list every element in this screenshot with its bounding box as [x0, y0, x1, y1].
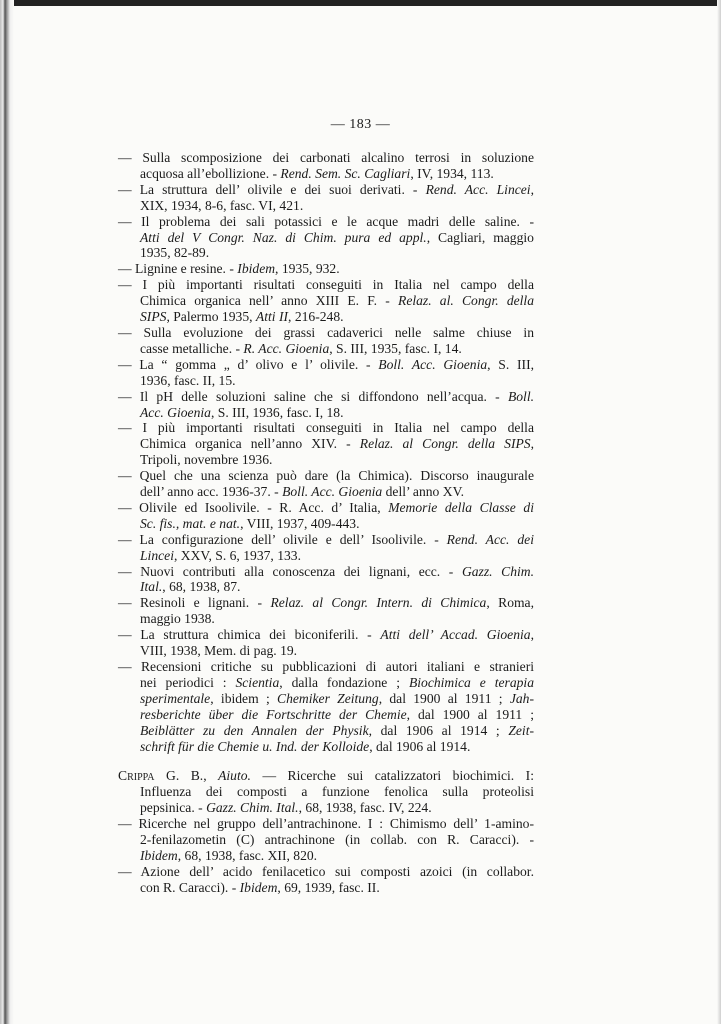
entry-text: — La struttura chimica dei biconiferili. - — [118, 627, 381, 643]
bibliography-entry — [118, 500, 534, 532]
entry-text: , Roma, — [486, 595, 534, 611]
citation-italic-text: sperimentale — [140, 690, 211, 706]
entry-text: acquosa all’ebollizione. - — [140, 165, 281, 181]
entry-text: nei periodici : — [140, 674, 236, 690]
entry-text: Influenza dei composti a funzione fenolica sulla proteolisi — [140, 784, 534, 800]
entry-line — [118, 182, 534, 198]
citation-italic-text: Gazz. Chim. Ital. — [206, 800, 299, 816]
bibliography-list — [118, 150, 534, 896]
page-number: — 183 — — [330, 117, 391, 132]
entry-line — [118, 468, 534, 484]
entry-text: , 216-248. — [288, 309, 344, 325]
bibliography-entry — [118, 659, 534, 754]
bibliography-entry — [118, 816, 534, 864]
citation-italic-text: Aiuto. — [218, 768, 251, 784]
bibliography-entry — [118, 389, 534, 421]
bibliography-entry — [118, 420, 534, 468]
entry-text: 1935, 82-89. — [140, 245, 210, 261]
citation-italic-text: Rend. Sem. Sc. Cagliari — [280, 165, 411, 181]
entry-line — [118, 800, 534, 816]
citation-italic-text: Chemiker Zeitung — [277, 690, 379, 706]
entry-line — [118, 405, 534, 421]
entry-text: 1936, fasc. II, 15. — [140, 372, 236, 388]
entry-text: — I più importanti risultati conseguiti in Italia nel campo della — [118, 277, 534, 293]
entry-text: — Il pH delle soluzioni saline che si diffondono nell’acqua. - — [118, 388, 508, 404]
entry-text: Chimica organica nell’anno XIV. - — [140, 436, 360, 452]
citation-italic-text: Memorie della Classe di — [388, 499, 534, 515]
entry-text: XIX, 1934, 8-6, fasc. VI, 421. — [140, 197, 304, 213]
entry-line — [118, 848, 534, 864]
citation-italic-text: Acc. Gioenia — [140, 404, 211, 420]
entry-line — [118, 627, 534, 643]
entry-line — [118, 768, 534, 784]
entry-line — [118, 864, 534, 880]
scan-binding-edge — [0, 0, 14, 1024]
entry-text: , S. III, 1935, fasc. I, 14. — [329, 340, 462, 356]
entry-line — [118, 784, 534, 800]
citation-italic-text: Gazz. Chim. — [461, 563, 534, 579]
entry-text: — Nuovi contributi alla conoscenza dei lignani, ecc. - — [118, 563, 462, 579]
entry-text: casse metalliche. - — [140, 340, 244, 356]
entry-text: , 68, 1938, fasc. XII, 820. — [177, 847, 318, 863]
citation-italic-text: Relaz. al Congr. della SIPS — [359, 436, 531, 452]
citation-italic-text: Rend. Acc. Lincei — [425, 181, 531, 197]
bibliography-entry — [118, 325, 534, 357]
entry-text: pepsinica. - — [140, 800, 207, 816]
entry-line — [118, 245, 534, 261]
scan-right-edge — [717, 0, 721, 1024]
bibliography-entry — [118, 277, 534, 325]
entry-line — [118, 484, 534, 500]
entry-line — [118, 880, 534, 896]
entry-text: , dal 1906 al 1914. — [369, 738, 471, 754]
entry-line — [118, 564, 534, 580]
citation-italic-text: Biochimica e terapia — [408, 674, 534, 690]
entry-line — [118, 373, 534, 389]
bibliography-entry — [118, 214, 534, 262]
entry-line — [118, 516, 534, 532]
entry-text: , dalla fondazione ; — [279, 674, 409, 690]
entry-line — [118, 659, 534, 675]
entry-text: , dal 1906 al 1914 ; — [368, 722, 509, 738]
entry-text: — Sulla scomposizione dei carbonati alcalino terrosi in soluzione — [118, 150, 534, 165]
entry-text: — Azione dell’ acido fenilacetico sui composti azoici (in collabor. — [118, 863, 534, 879]
entry-text: — La configurazione dell’ olivile e dell’ Isoolivile. - — [118, 531, 447, 547]
entry-line — [118, 150, 534, 166]
entry-text: — Sulla evoluzione dei grassi cadaverici nelle salme chiuse in — [118, 324, 534, 340]
entry-line — [118, 643, 534, 659]
entry-line — [118, 532, 534, 548]
entry-text: 2-fenilazometin (C) antrachinone (in collab. con R. Caracci). - — [140, 832, 534, 848]
bibliography-entry — [118, 768, 534, 816]
entry-line — [118, 739, 534, 755]
bibliography-entry — [118, 564, 534, 596]
citation-italic-text: Ibidem — [140, 847, 178, 863]
entry-text: maggio 1938. — [140, 611, 215, 627]
entry-text: , S. III, — [487, 356, 534, 372]
entry-text: , IV, 1934, 113. — [410, 165, 494, 181]
entry-text: con R. Caracci). - — [140, 879, 240, 895]
entry-text: , dal 1900 al 1911 ; — [406, 706, 534, 722]
entry-line — [118, 389, 534, 405]
entry-text: — Il problema dei sali potassici e le acque madri delle saline. - — [118, 213, 534, 229]
citation-italic-text: R. Acc. Gioenia — [243, 340, 330, 356]
entry-text: Tripoli, novembre 1936. — [140, 452, 273, 468]
citation-italic-text: Boll. Acc. Gioenia — [282, 484, 383, 500]
entry-text: , — [530, 436, 534, 452]
entry-text: — Ricerche nel gruppo dell’antrachinone. I : Chimismo dell’ 1-amino- — [118, 816, 534, 832]
bibliography-entry — [118, 182, 534, 214]
entry-line — [118, 309, 534, 325]
citation-italic-text: Rend. Acc. dei — [446, 531, 534, 547]
citation-italic-text: Scientia — [235, 674, 280, 690]
entry-text: Chimica organica nell’ anno XIII E. F. - — [140, 293, 399, 309]
bibliography-entry — [118, 532, 534, 564]
entry-line — [118, 436, 534, 452]
citation-italic-text: Relaz. al. Congr. della — [398, 293, 534, 309]
entry-line — [118, 675, 534, 691]
citation-italic-text: Jah- — [509, 690, 534, 706]
entry-line — [118, 198, 534, 214]
entry-text: , 69, 1939, fasc. II. — [277, 879, 380, 895]
entry-line — [118, 691, 534, 707]
entry-text: — Quel che una scienza può dare (la Chimica). Discorso inaugurale — [118, 468, 534, 484]
entry-text: , — [530, 627, 534, 643]
entry-line — [118, 166, 534, 182]
entry-text: G. B., — [154, 768, 219, 784]
entry-line — [118, 707, 534, 723]
entry-text: — Olivile ed Isoolivile. - R. Acc. d’ Italia, — [118, 499, 389, 515]
entry-text: dell’ anno XV. — [382, 484, 465, 500]
citation-italic-text: Ibidem — [237, 261, 276, 277]
entry-line — [118, 500, 534, 516]
author-name: Crippa — [118, 768, 155, 784]
entry-text: VIII, 1938, Mem. di pag. 19. — [140, 643, 298, 659]
entry-text: — Resinoli e lignani. - — [118, 595, 271, 611]
bibliography-entry — [118, 261, 534, 277]
entry-line — [118, 816, 534, 832]
entry-text: , 68, 1938, 87. — [162, 579, 241, 595]
bibliography-entry — [118, 627, 534, 659]
entry-text: , 1935, 932. — [275, 261, 340, 277]
citation-italic-text: Ital. — [140, 579, 163, 595]
citation-italic-text: Beiblätter zu den Annalen der Physik — [140, 722, 369, 738]
citation-italic-text: Relaz. al Congr. Intern. di Chimica — [270, 595, 487, 611]
entry-line — [118, 832, 534, 848]
citation-italic-text: Ibidem — [239, 879, 278, 895]
entry-line — [118, 611, 534, 627]
entry-text: , ibidem ; — [210, 690, 278, 706]
citation-italic-text: SIPS — [140, 309, 167, 325]
bibliography-entry — [118, 357, 534, 389]
citation-italic-text: Boll. — [507, 388, 534, 404]
entry-text: , S. III, 1936, fasc. I, 18. — [210, 404, 344, 420]
entry-line — [118, 357, 534, 373]
entry-line — [118, 230, 534, 246]
entry-line — [118, 548, 534, 564]
entry-text: — I più importanti risultati conseguiti in Italia nel campo della — [118, 420, 534, 436]
entry-text: , VIII, 1937, 409-443. — [240, 515, 360, 531]
entry-text: , 68, 1938, fasc. IV, 224. — [298, 800, 432, 816]
bibliography-entry — [118, 864, 534, 896]
entry-line — [118, 293, 534, 309]
entry-line — [118, 214, 534, 230]
citation-italic-text: schrift für die Chemie u. Ind. der Kolloide — [140, 738, 370, 754]
citation-italic-text: Atti II — [255, 309, 289, 325]
entry-text: , dal 1900 al 1911 ; — [378, 690, 510, 706]
entry-text: , — [530, 181, 534, 197]
citation-italic-text: Sc. fis., mat. e nat. — [140, 515, 241, 531]
citation-italic-text: Atti del V Congr. Naz. di Chim. pura ed appl. — [140, 229, 427, 245]
entry-text: — Recensioni critiche su pubblicazioni di autori italiani e stranieri — [118, 659, 534, 674]
entry-line — [118, 579, 534, 595]
entry-line — [118, 277, 534, 293]
bibliography-entry — [118, 468, 534, 500]
citation-italic-text: resberichte über die Fortschritte der Chemie — [140, 706, 407, 722]
bibliography-entry — [118, 595, 534, 627]
entry-text: — Lignine e resine. - — [118, 261, 238, 277]
entry-text: , XXV, S. 6, 1937, 133. — [173, 547, 302, 563]
entry-text: , Palermo 1935, — [166, 309, 256, 325]
entry-line — [118, 452, 534, 468]
entry-text: , Cagliari, maggio — [426, 229, 534, 245]
entry-line — [118, 261, 534, 277]
citation-italic-text: Zeit- — [508, 722, 535, 738]
entry-text: — Ricerche sui catalizzatori biochimici. I: — [250, 768, 534, 784]
entry-text: dell’ anno acc. 1936-37. - — [140, 484, 283, 500]
scan-top-edge — [0, 0, 721, 6]
citation-italic-text: Lincei — [140, 547, 174, 563]
citation-italic-text: Boll. Acc. Gioenia — [378, 356, 488, 372]
entry-text: — La struttura dell’ olivile e dei suoi derivati. - — [118, 181, 426, 197]
citation-italic-text: Atti dell’ Accad. Gioenia — [380, 627, 531, 643]
entry-text: — La “ gomma „ d’ olivo e l’ olivile. - — [118, 356, 379, 372]
bibliography-entry — [118, 150, 534, 182]
entry-line — [118, 723, 534, 739]
entry-line — [118, 595, 534, 611]
entry-line — [118, 325, 534, 341]
entry-line — [118, 341, 534, 357]
entry-line — [118, 420, 534, 436]
